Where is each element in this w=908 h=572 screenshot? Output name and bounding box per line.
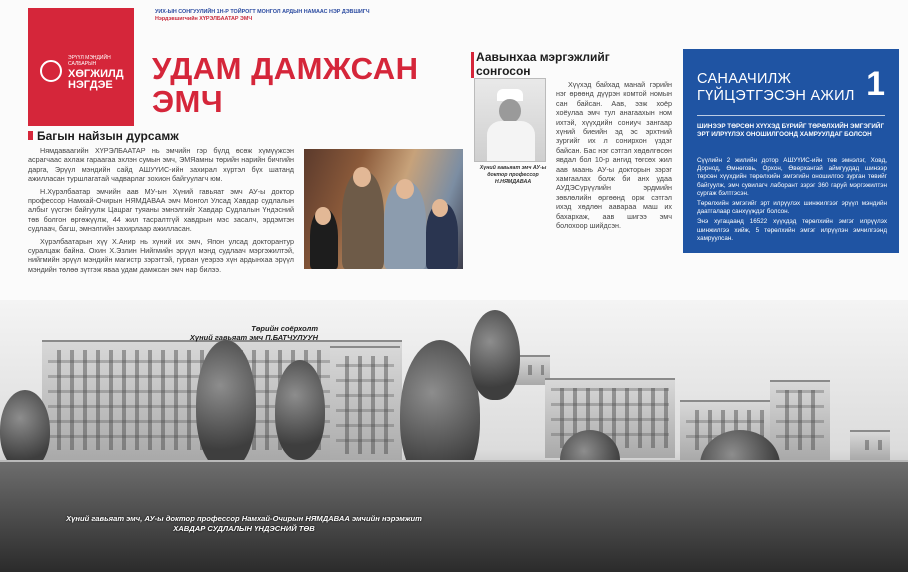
achievement-title [697, 71, 855, 105]
section2-heading-line1: Аавынхаа мэргэжлийг [476, 50, 610, 64]
section2-heading [476, 50, 610, 78]
section1-body [28, 146, 294, 277]
candidate-line: УИХ-ЫН СОНГУУЛИЙН 1Н-Р ТОЙРОГТ МОНГОЛ АРДЫН НАМААС НЭР ДЭВШИГЧ [155, 9, 370, 15]
building-caption-line2: ХАВДАР СУДЛАЛЫН ҮНДЭСНИЙ ТӨВ [173, 524, 315, 533]
section1-paragraph: Н.Хүрэлбаатар эмчийн аав МУ-ын Хүний гавьяат эмч АУ-ы доктор профессор Намхай-Очирын НЯМДАВАА эмч Монгол Улсад Хавдар судлалын албыг үүсгэн байгуулж Цацраг туяаны эмнэлгийг Хавдар Судлалын Үндэсний төв болгон өргөжүүлж, 44 жил тасралтгүй хавдрын мэс засалч, эрдэмтэн судлаач, багш, эмнэлгийн захирлаар ажилласан. [28, 186, 294, 234]
achievement-divider [697, 115, 885, 116]
section2-heading-line2: сонгосон [476, 64, 531, 78]
page-title-line1: УДАМ ДАМЖСАН [152, 51, 419, 86]
achievement-paragraph: Энэ хугацаанд 16522 хүүхдэд төрөлхийн эмгэг илрүүлэх шинжилгээ хийж, 5 төрөлхийн эмгэг илрүүлэн эмчилгээнд хамруулсан. [697, 218, 887, 242]
page-title-line2: ЭМЧ [152, 84, 224, 119]
section1-paragraph: Хүрэлбаатарын хүү Х.Анир нь хүний их эмч, Япон улсад докторантур суралцаж байна. Охин Х.Эзлин Нийгмийн эрүүл мэнд судлаач мэргэжилтэй, нийгмийн эрүүл мэндийн магистр зэрэгтэй, гурван үеэрээ хүн ардынхаа эрүүл мэндийн төлөө зүтгэж яваа удам дамжсан эмч нар билээ. [28, 236, 294, 274]
logo-line3: ХӨГЖИЛД [68, 68, 124, 80]
achievement-title-line1: САНААЧИЛЖ [697, 71, 792, 87]
achievement-paragraph: Төрөлхийн эмгэгийг эрт илрүүлэх шинжилгээг эрүүл мэндийн даатгалаар санхүүждэг болсон. [697, 200, 887, 216]
doctor-photo-caption: Хүний гавьяат эмч АУ-ы доктор профессор Н.НЯМДАВАА [479, 165, 547, 185]
achievement-box [683, 49, 899, 253]
achievement-title-line2: ГҮЙЦЭТГЭСЭН АЖИЛ [697, 88, 855, 104]
doctor-portrait-photo [474, 78, 546, 162]
section2-body [556, 80, 672, 234]
section2-paragraph: Хүүхэд байхад манай гэрийн нэг өрөөнд дүүрэн комтой номын сан байсан. Аав, ээж хоёр хоёулаа эмч тул анагаахын ном ихтэй, хүүхдийн сониуч зангаар хүний биеийн эд эс эрхтний зургийг их л сонирхон үздэг байсан. Бас нэг сэтгэл хөдөлгөсөн явдал бол 10-р ангид төгсөх жил аав маань АУ-ы докторын зэрэг хамгаалах болж би анх удаа АУДЭСүрүүлийн эрдмийн зөвлөлийн өргөөнд орж сэтгэл ихэд хөдлөн аавараа маш их бахархаж, аав шигээ эмч болохоор шийдсэн. [556, 80, 672, 231]
campaign-logo [28, 8, 134, 126]
logo-line1: ЭРҮҮЛ МЭНДИЙН [68, 55, 111, 61]
building-photo-caption [34, 514, 454, 534]
logo-line4: НЭГДЭЕ [68, 79, 113, 91]
family-photo [304, 149, 463, 269]
achievement-number: 1 [866, 65, 885, 103]
achievement-paragraph: Сүүлийн 2 жилийн дотор АШУҮИС-ийн төв эмнэлэг, Ховд, Дорнод, Өмнөговь, Орхон, Өвөрхангай аймгуудад шинээр төрсөн хүүхдийн төрөлхийн эмгэгийн оношилгоо зурган төвийг байгуулж, эмч сувилагч лаборант зэрэг 360 гаруй мэргэжилтэн сургаж бэлтгэсэн. [697, 157, 887, 197]
signature [148, 324, 318, 342]
logo-line2: САЛБАРЫН [68, 61, 97, 67]
page-title [152, 52, 419, 118]
heart-ring-icon [40, 60, 62, 82]
achievement-subheading: ШИНЭЭР ТӨРСӨН ХҮҮХЭД БҮРИЙГ ТӨРӨЛХИЙН ЭМГЭГИЙГ ЭРТ ИЛРҮҮЛЭХ ОНОШИЛГООНД ХАМРУУЛДАГ БОЛСОН [697, 123, 885, 139]
section1-paragraph: Нямдаваагийн ХҮРЭЛБААТАР нь эмчийн гэр бүлд өсөж хүмүүжсэн асрагчаас ахлаж гараагаа эхлэн сумын эмч, ЭМЯамны төрийн нарийн бичгийн дарга, Эрүүл мэндийн сайд АШУҮИС-ийн захирал хүртэл бүх шатанд ажилласан туршлагатай чадварлаг зохион байгуулагч юм. [28, 146, 294, 184]
building-caption-line1: Хүний гавьяат эмч, АУ-ы доктор профессор Намхай-Очирын НЯМДАВАА эмчийн нэрэмжит [66, 514, 422, 523]
signature-line1: Төрийн соёрхолт [251, 324, 318, 333]
signature-line2: Хүний гавьяат эмч П.БАТЧУЛУУН [189, 333, 318, 342]
achievement-body [697, 157, 887, 245]
candidate-name-line: Нэрдэвшигчийн ХҮРЭЛБААТАР ЭМЧ [155, 16, 253, 22]
section1-heading: Багын найзын дурсамж [28, 129, 179, 143]
